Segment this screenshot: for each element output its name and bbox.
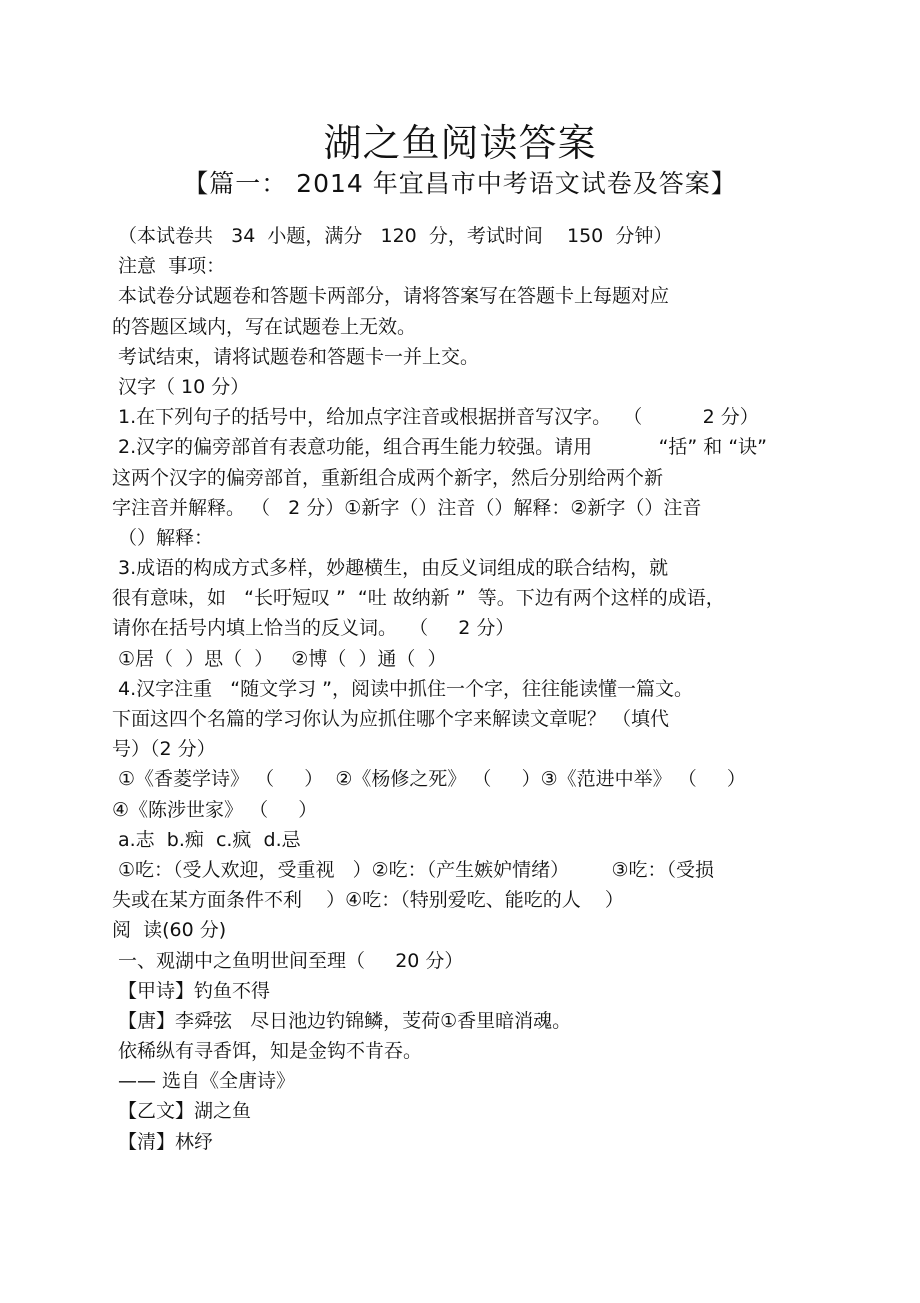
text-line: 号）（2 分） [112, 738, 216, 761]
text-line: ①居（ ）思（ ） ②博（ ）通（ ） [118, 647, 447, 670]
text-line: 考试结束，请将试题卷和答题卡一并上交。 [118, 345, 480, 368]
text-line: 依稀纵有寻香饵，知是金钩不肯吞。 [118, 1040, 423, 1063]
text-line: 请你在括号内填上恰当的反义词。 （ 2 分） [112, 617, 515, 640]
text-line: 本试卷分试题卷和答题卡两部分，请将答案写在答题卡上每题对应 [118, 285, 670, 308]
text-line: ④《陈涉世家》 （ ） [112, 798, 318, 821]
document-subtitle: 【篇一： 2014 年宜昌市中考语文试卷及答案】 [183, 169, 737, 198]
document-body [112, 221, 832, 1157]
text-line: 注意 事项： [118, 255, 226, 278]
text-line: （本试卷共 34 小题，满分 120 分，考试时间 150 分钟） [118, 225, 673, 247]
text-line: a.志 b.痴 c.疯 d.忌 [118, 828, 301, 851]
text-line: 4.汉字注重 “随文学习 ”，阅读中抓住一个字，往往能读懂一篇文。 [118, 677, 693, 700]
text-line: 这两个汉字的偏旁部首，重新组合成两个新字，然后分别给两个新 [112, 466, 664, 489]
text-line: 1.在下列句子的括号中，给加点字注音或根据拼音写汉字。 （ 2 分） [118, 406, 759, 429]
text-line: ①《香菱学诗》 （ ） ②《杨修之死》 （ ）③《范进中举》 （ ） [118, 768, 746, 791]
text-line: 一、观湖中之鱼明世间至理（ 20 分） [118, 949, 464, 972]
text-line: 阅 读(60 分) [112, 919, 227, 942]
text-line: 汉字（ 10 分） [118, 375, 250, 398]
text-line: —— 选自《全唐诗》 [118, 1070, 296, 1093]
text-line: 很有意味，如 “长吁短叹 ” “吐 故纳新 ” 等。下边有两个这样的成语， [112, 587, 725, 610]
text-line: 2.汉字的偏旁部首有表意功能，组合再生能力较强。请用 “括” 和 “诀” [118, 436, 768, 459]
text-line: 【乙文】湖之鱼 [118, 1100, 252, 1123]
text-line: 的答题区域内，写在试题卷上无效。 [112, 315, 417, 338]
text-line: 失或在某方面条件不利 ）④吃：（特别爱吃、能吃的人 ） [112, 889, 624, 912]
text-line: 下面这四个名篇的学习你认为应抓住哪个字来解读文章呢？ （填代 [112, 708, 670, 730]
text-line: 【清】林纾 [118, 1130, 214, 1153]
text-line: 3.成语的构成方式多样，妙趣横生，由反义词组成的联合结构，就 [118, 557, 669, 580]
text-line: ①吃：（受人欢迎，受重视 ）②吃：（产生嫉妒情绪） ③吃：（受损 [118, 858, 714, 881]
document-title: 湖之鱼阅读答案 [323, 121, 597, 165]
text-line: 字注音并解释。 （ 2 分）①新字（）注音（）解释：②新字（）注音 [112, 496, 702, 519]
text-line: （）解释： [118, 526, 214, 549]
text-line: 【唐】李舜弦 尽日池边钓锦鳞，芰荷①香里暗消魂。 [118, 1009, 572, 1032]
text-line: 【甲诗】钓鱼不得 [118, 979, 271, 1002]
